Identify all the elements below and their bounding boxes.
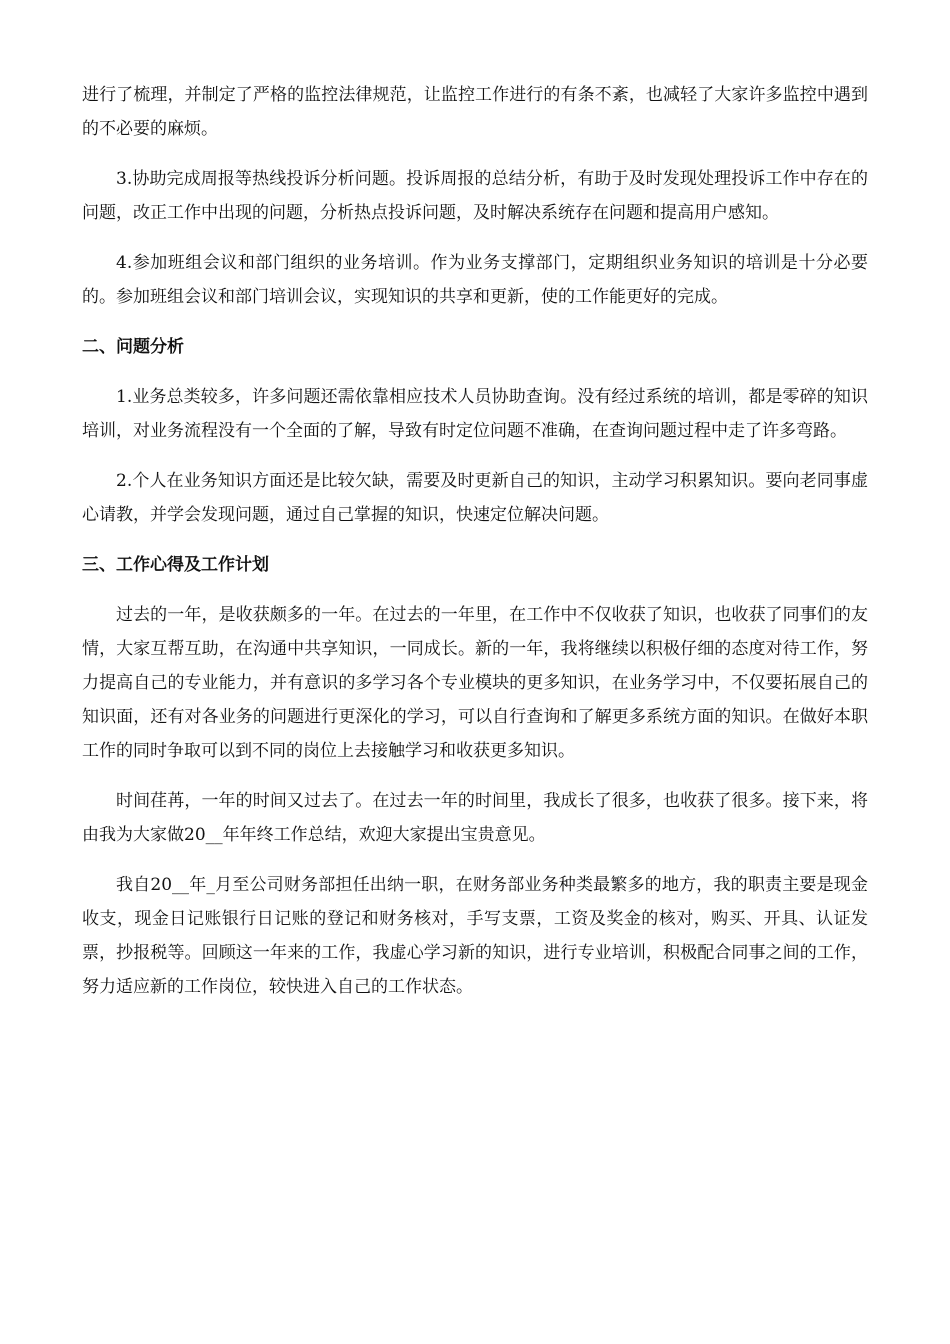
section-heading-work-plan: 三、工作心得及工作计划 (82, 555, 269, 575)
paragraph-item-3-weekly-report: 3.协助完成周报等热线投诉分析问题。投诉周报的总结分析，有助于及时发现处理投诉工作中存在的问题，改正工作中出现的问题，分析热点投诉问题，及时解决系统存在问题和提高用户感知。 (82, 169, 868, 223)
paragraph-work-experience: 过去的一年，是收获颇多的一年。在过去的一年里，在工作中不仅收获了知识，也收获了同事们的友情，大家互帮互助，在沟通中共享知识，一同成长。新的一年，我将继续以积极仔细的态度对待工作，努力提高自己的专业能力，并有意识的多学习各个专业模块的更多知识，在业务学习中，不仅要拓展自己的知识面，还有对各业务的问题进行更深化的学习，可以自行查询和了解更多系统方面的知识。在做好本职工作的同时争取可以到不同的岗位上去接触学习和收获更多知识。 (82, 605, 868, 761)
paragraph-item-4-training: 4.参加班组会议和部门组织的业务培训。作为业务支撑部门，定期组织业务知识的培训是十分必要的。参加班组会议和部门培训会议，实现知识的共享和更新，使的工作能更好的完成。 (82, 253, 868, 307)
paragraph-problem-1: 1.业务总类较多，许多问题还需依靠相应技术人员协助查询。没有经过系统的培训，都是零碎的知识培训，对业务流程没有一个全面的了解，导致有时定位问题不准确，在查询问题过程中走了许多弯路。 (82, 387, 868, 441)
document-body (82, 78, 868, 1020)
paragraph-problem-2: 2.个人在业务知识方面还是比较欠缺，需要及时更新自己的知识，主动学习积累知识。要向老同事虚心请教，并学会发现问题，通过自己掌握的知识，快速定位解决问题。 (82, 471, 868, 525)
paragraph-monitoring-continued: 进行了梳理，并制定了严格的监控法律规范，让监控工作进行的有条不紊，也减轻了大家许多监控中遇到的不必要的麻烦。 (82, 85, 868, 139)
paragraph-year-summary-intro: 时间荏苒，一年的时间又过去了。在过去一年的时间里，我成长了很多，也收获了很多。接下来，将由我为大家做20__年年终工作总结，欢迎大家提出宝贵意见。 (82, 791, 868, 845)
paragraph-cashier-duties: 我自20__年_月至公司财务部担任出纳一职，在财务部业务种类最繁多的地方，我的职责主要是现金收支，现金日记账银行日记账的登记和财务核对，手写支票，工资及奖金的核对，购买、开具、认证发票，抄报税等。回顾这一年来的工作，我虚心学习新的知识，进行专业培训，积极配合同事之间的工作，努力适应新的工作岗位，较快进入自己的工作状态。 (82, 875, 868, 997)
section-heading-problem-analysis: 二、问题分析 (82, 337, 184, 357)
